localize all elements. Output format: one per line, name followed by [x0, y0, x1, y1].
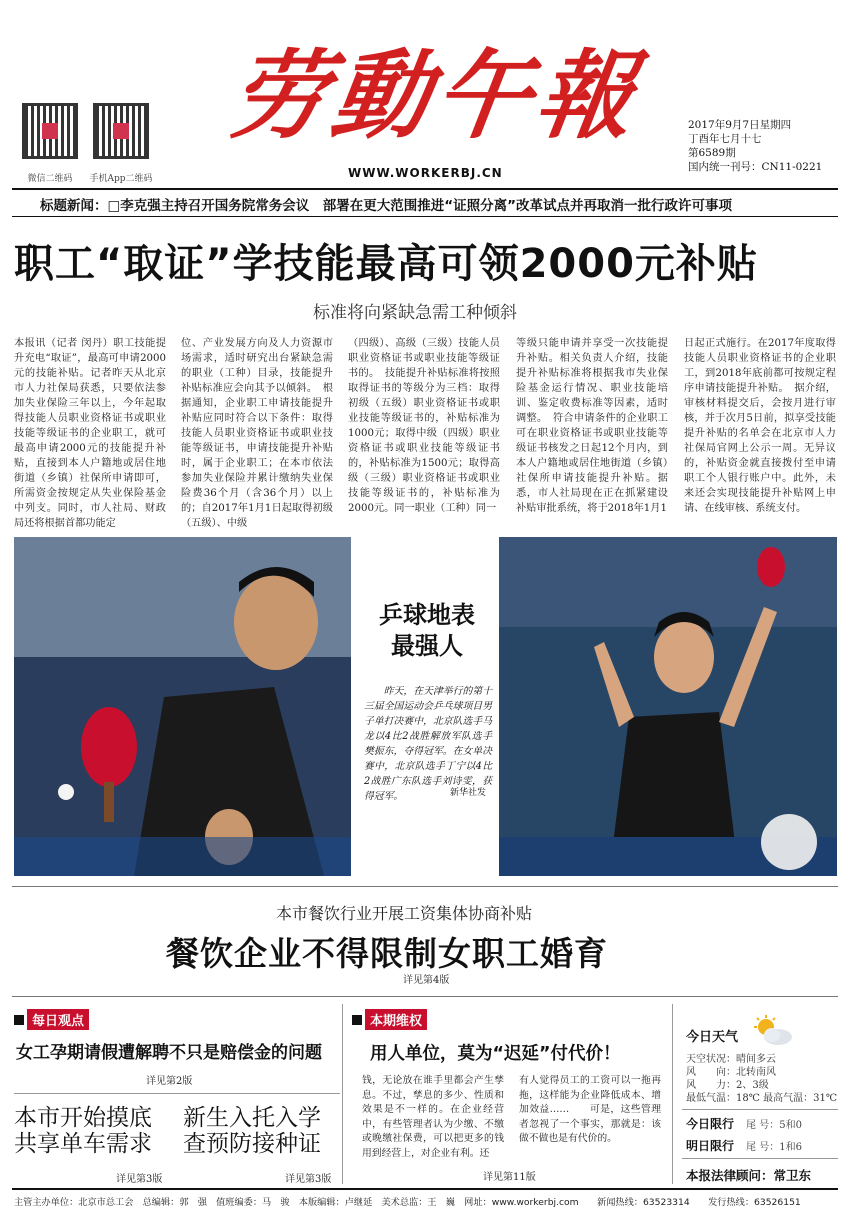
- sports-headline[interactable]: [358, 600, 496, 662]
- rights-tag: [352, 1009, 427, 1030]
- lead-subtitle: 标准将向紧缺急需工种倾斜: [313, 303, 517, 323]
- divider: [682, 1158, 838, 1159]
- issue-number: 第6589期: [688, 147, 736, 159]
- qr-code-app[interactable]: [93, 103, 149, 159]
- weather-details: [686, 1053, 837, 1105]
- sports-headline-line: 乒球地表: [379, 601, 475, 629]
- footer-credits: 主管主办单位：北京市总工会 总编辑：郭 强 值班编委：马 骏 本版编辑：卢继延 美术总监：王 巍 网址：www.workerbj.com 新闻热线：63523314 发行热线：63526151: [14, 1197, 801, 1208]
- photo-credit: 新华社发: [450, 788, 487, 798]
- qr-code-wechat[interactable]: [22, 103, 78, 159]
- bikes-headline[interactable]: [14, 1105, 152, 1157]
- page-reference[interactable]: 详见第11版: [483, 1172, 536, 1183]
- divider: [12, 216, 838, 217]
- today-limit-value: 尾 号：5和0: [746, 1120, 802, 1131]
- opinion-label: 每日观点: [27, 1009, 89, 1030]
- rights-label: 本期维权: [365, 1009, 427, 1030]
- weather-sky-value: 晴间多云: [736, 1054, 776, 1065]
- partly-cloudy-icon: [752, 1015, 794, 1047]
- traffic-limits: [686, 1114, 802, 1158]
- site-url[interactable]: WWW.WORKERBJ.CN: [348, 166, 503, 180]
- opinion-headline[interactable]: 女工孕期请假遭解聘不只是赔偿金的问题: [16, 1043, 322, 1063]
- second-kicker: 本市餐饮行业开展工资集体协商补贴: [276, 904, 533, 923]
- weather-temps: 最低气温：18℃ 最高气温：31℃: [686, 1093, 838, 1104]
- divider: [12, 1188, 838, 1190]
- page-reference[interactable]: 详见第3版: [285, 1174, 332, 1185]
- divider: [12, 886, 838, 887]
- weather-sky: 天空状况：晴间多云: [686, 1054, 776, 1065]
- lead-headline[interactable]: 职工“取证”学技能最高可领2000元补贴: [14, 241, 758, 287]
- rights-column: 有人觉得员工的工资可以一拖再拖，这样能为企业降低成本、增加效益…… 可是，这些管理者忽视了一个事实，那就是：该做不做也是有代价的。: [519, 1075, 661, 1144]
- square-bullet-icon: [14, 1015, 24, 1025]
- weather-title: 今日天气: [686, 1030, 739, 1045]
- qr-caption: 手机App二维码: [89, 174, 153, 184]
- photo-ding-ning[interactable]: [499, 537, 837, 876]
- photo-ma-long[interactable]: [14, 537, 351, 876]
- divider: [672, 1004, 673, 1184]
- divider: [682, 1109, 838, 1110]
- photo-illustration: [499, 537, 837, 876]
- weather-sky-label: 天空状况: [686, 1054, 726, 1065]
- tomorrow-limit-label: 明日限行: [686, 1139, 735, 1153]
- page-reference[interactable]: 详见第2版: [146, 1076, 193, 1087]
- qr-caption: 微信二维码: [27, 174, 73, 184]
- publication-code: 国内统一刊号：CN11-0221: [688, 161, 823, 173]
- divider: [12, 188, 838, 190]
- lead-column: 位、产业发展方向及人力资源市场需求，适时研究出台紧缺急需的职业（工种）目录，技能提升补贴标准应会向其予以倾斜。 根据通知，企业职工申请技能提升补贴应同时符合以下条件：取得技能人员职业资格证书或职业技能等级证书，申请技能提升补贴时，属于企业职工；在本市依法参加失业保险并累计缴纳失业保险费36个月（含36个月）以上的；自2017年1月1日起取得初级（五级）、中级: [181, 338, 333, 529]
- nursery-headline-line: 新生入托入学: [183, 1105, 321, 1131]
- nursery-headline-line: 查预防接种证: [183, 1131, 321, 1157]
- legal-counsel: 本报法律顾问：常卫东: [686, 1168, 812, 1183]
- date-block: [688, 118, 838, 174]
- lunar-date: 丁酉年七月十七: [688, 133, 762, 145]
- lead-column: （四级）、高级（三级）技能人员职业资格证书或职业技能等级证书的。 技能提升补贴标准将按照取得证书的等级分为三档：取得初级（五级）职业资格证书或职业技能等级证书的，补贴标准为1000元；取得中级（四级）职业资格证书或职业技能等级证书的，补贴标准为1500元；取得高级（三级）职业资格证书或职业技能等级证书的，补贴标准为2000元。同一职业（工种）同一: [348, 338, 500, 514]
- weather-force-label: 风 力: [686, 1080, 726, 1091]
- tomorrow-limit-value: 尾 号：1和6: [746, 1142, 802, 1153]
- bikes-headline-line: 共享单车需求: [14, 1131, 152, 1157]
- bikes-headline-line: 本市开始摸底: [14, 1105, 152, 1131]
- lead-column: 本报讯（记者 闵丹）职工技能提升充电“取证”，最高可申请2000元的技能补贴。记者昨天从北京市人力社保局获悉，只要依法参加失业保险三年以上，今年起取得技能人员职业资格证书或职业技能等级证书的企业职工，就可最高申请2000元的技能提升补贴，直接到本人户籍地或居住地街道（乡镇）社保所申请即可，所需资金按规定从失业保险基金中列支。同时，市人社局、财政局还将根据首都功能定: [14, 338, 166, 529]
- lead-column: 等级只能申请并享受一次技能提升补贴。相关负责人介绍，技能提升补贴标准将根据我市失业保险基金运行情况、职业技能培训、鉴定收费标准等因素，适时调整。 符合申请条件的企业职工可在职业资格证书或职业技能等级证书核发之日起12个月内，到本人户籍地或居住地街道（乡镇）社保所申请技能提升补贴。据悉，市人社局现在正在抓紧建设补贴审批系统，将于2018年1月1: [516, 338, 668, 514]
- divider: [12, 996, 838, 997]
- photo-illustration: [14, 537, 351, 876]
- square-bullet-icon: [352, 1015, 362, 1025]
- lead-column: 日起正式施行。在2017年度取得技能人员职业资格证书的企业职工，到2018年底前都可按规定程序申请技能提升补贴。 据介绍，审核材料提交后，会按月进行审核，并于次月5日前，拟享受技能提升补贴的名单会在北京市人力社保局官网上公示一周。无异议的，补贴资金就直接拨付至申请职工个人银行账户中。此外，未来还会实现技能提升补贴网上申请、在线审核、系统支付。: [684, 338, 836, 514]
- divider: [14, 1093, 340, 1094]
- opinion-tag: [14, 1009, 89, 1030]
- date: 2017年9月7日星期四: [688, 119, 792, 131]
- rights-headline[interactable]: 用人单位，莫为“迟延”付代价！: [370, 1044, 621, 1064]
- sports-headline-line: 最强人: [391, 632, 463, 660]
- page-reference[interactable]: 详见第3版: [116, 1174, 163, 1185]
- divider: [342, 1004, 343, 1184]
- weather-wind-value: 北转南风: [736, 1067, 776, 1078]
- masthead-logo: 劳動午報: [223, 39, 647, 152]
- rights-column: 钱，无论放在谁手里都会产生孳息。不过，孳息的多少、性质和效果是不一样的。在企业经营中，有些管理者认为少缴、不缴或晚缴社保费，可以把更多的钱用到经营上，对企业有利。还: [362, 1075, 504, 1159]
- weather-wind: 风 向：北转南风: [686, 1067, 776, 1078]
- sports-caption: 昨天，在天津举行的第十三届全国运动会乒乓球项目男子单打决赛中，北京队选手马龙以4比2战胜解放军队选手樊振东，夺得冠军。在女单决赛中，北京队选手丁宁以4比2战胜广东队选手刘诗雯，获得冠军。: [364, 686, 492, 802]
- today-limit-label: 今日限行: [686, 1117, 735, 1131]
- weather-force: 风 力：2、3级: [686, 1080, 769, 1091]
- nursery-headline[interactable]: [183, 1105, 321, 1157]
- weather-force-value: 2、3级: [736, 1080, 769, 1091]
- second-headline[interactable]: 餐饮企业不得限制女职工婚育: [166, 934, 608, 973]
- headline-news[interactable]: 标题新闻：□李克强主持召开国务院常务会议 部署在更大范围推进“证照分离”改革试点并再取消一批行政许可事项: [40, 198, 732, 214]
- weather-wind-label: 风 向: [686, 1067, 726, 1078]
- page-reference[interactable]: 详见第4版: [403, 975, 450, 986]
